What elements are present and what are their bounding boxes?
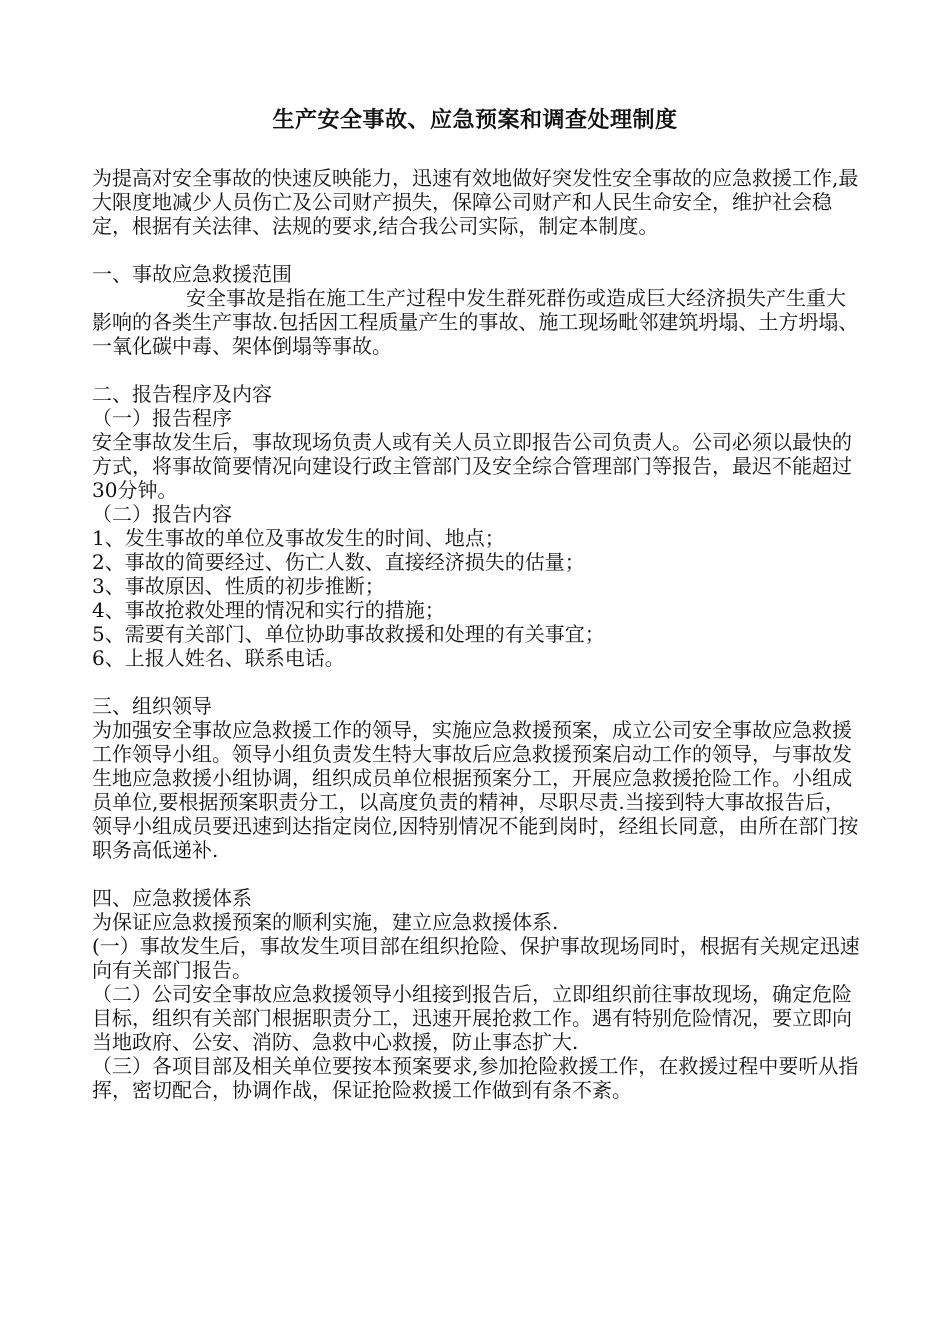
list-item: 5、需要有关部门、单位协助事故救援和处理的有关事宜；	[92, 622, 605, 646]
section3-heading: 三、组织领导	[92, 694, 212, 718]
section2-heading: 二、报告程序及内容	[92, 382, 272, 406]
spacer	[92, 862, 862, 886]
list-item: 4、事故抢救处理的情况和实行的措施；	[92, 598, 445, 622]
section3-body: 为加强安全事故应急救援工作的领导，实施应急救援预案，成立公司安全事故应急救援工作领导小组。领导小组负责发生特大事故后应急救援预案启动工作的领导，与事故发生地应急救援小组协调，组织成员单位根据预案分工，开展应急救援抢险工作。小组成员单位,要根据预案职责分工，以高度负责的精神，尽职尽责.当接到特大事故报告后，领导小组成员要迅速到达指定岗位,因特别情况不能到岗时，经组长同意，由所在部门按职务高低递补.	[92, 718, 859, 862]
section4-para3: （三）各项目部及相关单位要按本预案要求,参加抢险救援工作，在救援过程中要听从指挥，密切配合，协调作战，保证抢险救援工作做到有条不紊。	[92, 1054, 859, 1102]
intro-paragraph: 为提高对安全事故的快速反映能力，迅速有效地做好突发性安全事故的应急救援工作,最大限度地减少人员伤亡及公司财产损失，保障公司财产和人民生命安全，维护社会稳定，根据有关法律、法规的要求,结合我公司实际，制定本制度。	[92, 166, 859, 238]
section1-body: 安全事故是指在施工生产过程中发生群死群伤或造成巨大经济损失产生重大影响的各类生产事故.包括因工程质量产生的事故、施工现场毗邻建筑坍塌、土方坍塌、一氧化碳中毒、架体倒塌等事故。	[92, 286, 859, 358]
section4-para2: （二）公司安全事故应急救援领导小组接到报告后，立即组织前往事故现场，确定危险目标，组织有关部门根据职责分工，迅速开展抢救工作。遇有特别危险情况，要立即向当地政府、公安、消防、急救中心救援，防止事态扩大.	[92, 982, 852, 1054]
section2-sub2-heading: （二）报告内容	[92, 502, 232, 526]
section4-para1: (一）事故发生后，事故发生项目部在组织抢险、保护事故现场同时，根据有关规定迅速向有关部门报告。	[92, 934, 860, 982]
list-item: 2、事故的简要经过、伤亡人数、直接经济损失的估量；	[92, 550, 585, 574]
section2-sub1-body: 安全事故发生后，事故现场负责人或有关人员立即报告公司负责人。公司必须以最快的方式，将事故简要情况向建设行政主管部门及安全综合管理部门等报告，最迟不能超过30分钟。	[92, 430, 852, 502]
list-item: 1、发生事故的单位及事故发生的时间、地点；	[92, 526, 505, 550]
section1-heading: 一、事故应急救援范围	[92, 262, 292, 286]
document-title: 生产安全事故、应急预案和调查处理制度	[272, 107, 678, 133]
list-item: 6、上报人姓名、联系电话。	[92, 646, 345, 670]
section2-sub1-heading: （一）报告程序	[92, 406, 232, 430]
spacer	[92, 238, 862, 262]
document-body	[92, 166, 862, 1102]
section4-heading: 四、应急救援体系	[92, 886, 252, 910]
spacer	[92, 358, 862, 382]
list-item: 3、事故原因、性质的初步推断；	[92, 574, 385, 598]
section4-intro: 为保证应急救援预案的顺利实施，建立应急救援体系.	[92, 910, 559, 934]
spacer	[92, 670, 862, 694]
